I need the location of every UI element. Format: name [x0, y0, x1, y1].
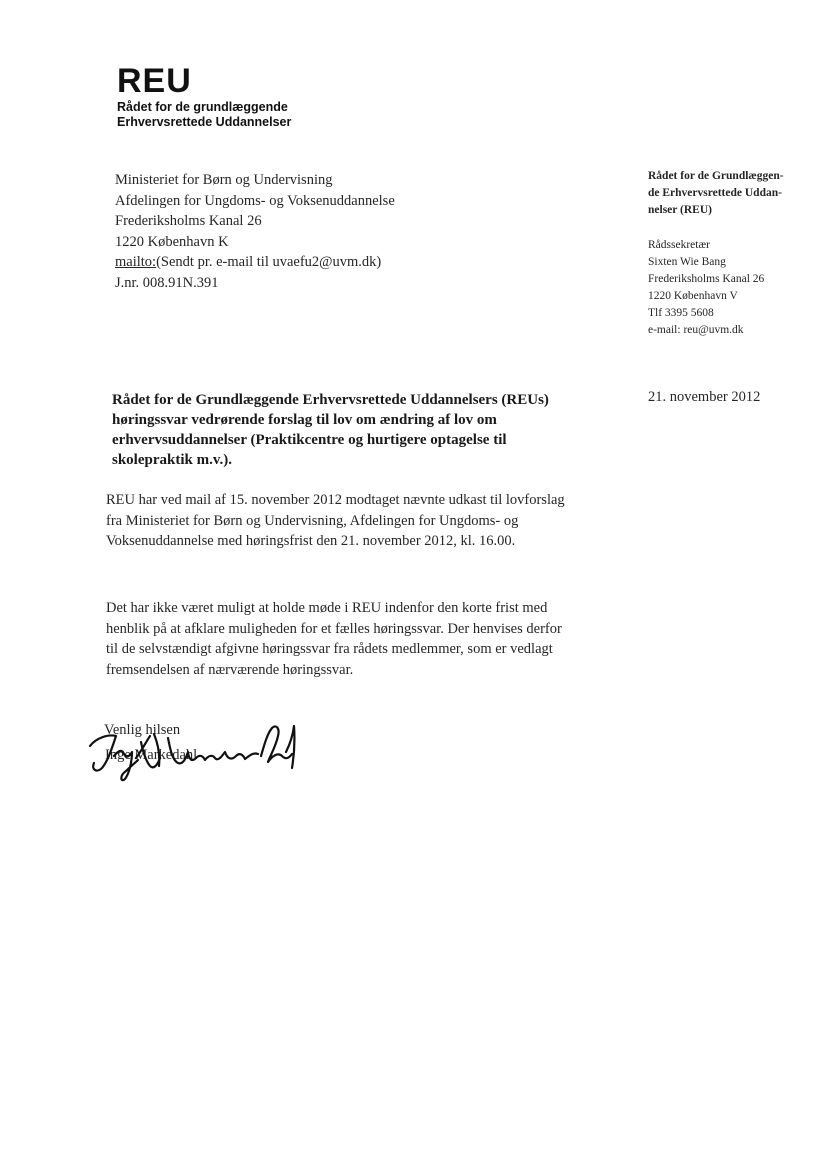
closing-greeting: Venlig hilsen	[104, 722, 181, 738]
logo-subtitle	[117, 100, 291, 130]
sender-name: Sixten Wie Bang	[648, 256, 726, 268]
journal-number: J.nr. 008.91N.391	[115, 274, 219, 291]
body-paragraph-1: REU har ved mail af 15. november 2012 modtaget nævnte udkast til lovforslag fra Ministeriet for Børn og Undervisning, Afdelingen for Ungdoms- og Voksenuddannelse med høringsfrist den 21. november 2012, kl. 16.00.	[106, 492, 565, 549]
letter-date: 21. november 2012	[648, 389, 761, 405]
sender-info	[648, 168, 818, 339]
letter-subject: Rådet for de Grundlæggende Erhvervsrettede Uddannelsers (REUs) høringssvar vedrørende forslag til lov om ændring af lov om erhvervsuddannelser (Praktikcentre og hurtigere optagelse til skolepraktik m.v.).	[112, 392, 549, 468]
recipient-line: 1220 København K	[115, 233, 229, 250]
sender-title: Rådssekretær	[648, 239, 710, 251]
sender-phone: Tlf 3395 5608	[648, 307, 714, 319]
recipient-email-line	[115, 252, 395, 273]
signer-name: Inge Markedahl	[105, 747, 198, 763]
sender-city: 1220 København V	[648, 290, 738, 302]
sender-org-line: Rådet for de Grundlæggen-	[648, 170, 784, 182]
sender-organization	[648, 168, 818, 219]
logo-subtitle-line-2: Erhvervsrettede Uddannelser	[117, 115, 292, 129]
reu-logo	[117, 64, 291, 130]
recipient-line: Frederiksholms Kanal 26	[115, 213, 262, 229]
sender-org-line: de Erhvervsrettede Uddan-	[648, 187, 782, 199]
recipient-line: Ministeriet for Børn og Undervisning	[115, 172, 333, 188]
sender-street: Frederiksholms Kanal 26	[648, 273, 765, 285]
email-note: (Sendt pr. e-mail til uvaefu2@uvm.dk)	[156, 254, 382, 270]
handwritten-signature	[86, 716, 306, 786]
body-paragraph-2: Det har ikke været muligt at holde møde i REU indenfor den korte frist med henblik på at afklare muligheden for et fælles høringssvar. Der henvises derfor til de selvstændigt afgivne høringssvar fra rådets medlemmer, som er vedlagt fremsendelsen af nærværende høringssvar.	[106, 600, 562, 678]
sender-details	[648, 237, 818, 339]
sender-email[interactable]: e-mail: reu@uvm.dk	[648, 324, 744, 336]
logo-abbreviation: REU	[117, 62, 192, 100]
sender-org-line: nelser (REU)	[648, 204, 712, 216]
recipient-line: Afdelingen for Ungdoms- og Voksenuddannelse	[115, 192, 395, 209]
recipient-address	[115, 170, 395, 293]
mailto-link[interactable]: mailto:	[115, 254, 157, 270]
logo-subtitle-line-1: Rådet for de grundlæggende	[117, 100, 288, 114]
